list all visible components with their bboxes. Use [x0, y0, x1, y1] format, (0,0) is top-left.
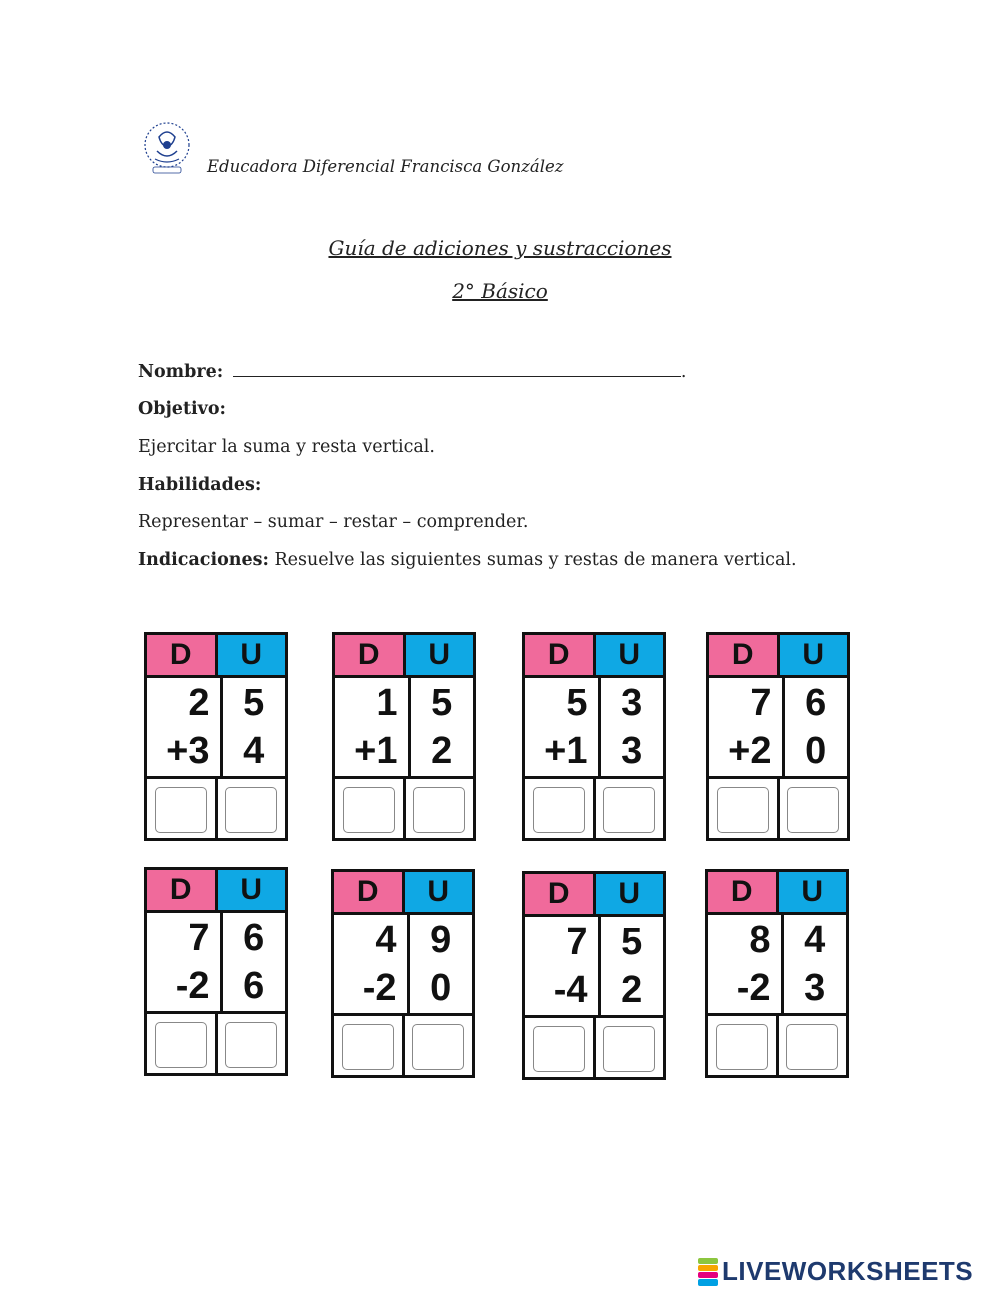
bottom-unidad: 0	[805, 730, 827, 772]
unidades-header: U	[406, 635, 474, 675]
answer-decena-input[interactable]	[716, 1024, 768, 1070]
unidades-header: U	[405, 872, 473, 912]
indicaciones-text: Resuelve las siguientes sumas y restas de manera vertical.	[268, 550, 797, 570]
top-decena: 7	[750, 682, 772, 724]
exercise-card	[332, 632, 476, 841]
top-decena: 4	[375, 919, 397, 961]
bottom-unidad: 3	[621, 730, 643, 772]
decenas-header: D	[709, 635, 780, 675]
objetivo-label: Objetivo:	[138, 399, 226, 419]
top-decena: 2	[188, 682, 210, 724]
answer-unidad-input[interactable]	[225, 787, 277, 833]
answer-unidad-input[interactable]	[603, 1026, 655, 1072]
answer-decena-input[interactable]	[533, 787, 585, 833]
educadora-name: Educadora Diferencial Francisca González	[207, 157, 564, 176]
top-unidad: 6	[243, 917, 265, 959]
top-decena: 8	[749, 919, 771, 961]
answer-unidad-input[interactable]	[412, 1024, 464, 1070]
answer-decena-input[interactable]	[533, 1026, 585, 1072]
decenas-header: D	[708, 872, 779, 912]
bottom-unidad: 2	[431, 730, 453, 772]
habilidades-label: Habilidades:	[138, 475, 262, 495]
bottom-decena: +1	[544, 730, 588, 772]
page-title: Guía de adiciones y sustracciones	[328, 236, 672, 260]
answer-unidad-input[interactable]	[413, 787, 465, 833]
answer-decena-input[interactable]	[155, 787, 207, 833]
objetivo-line	[138, 399, 226, 419]
bottom-unidad: 4	[243, 730, 265, 772]
indicaciones-label: Indicaciones:	[138, 550, 269, 570]
bottom-decena: -2	[175, 965, 210, 1007]
decenas-header: D	[147, 635, 218, 675]
exercise-card	[706, 632, 850, 841]
answer-unidad-input[interactable]	[786, 1024, 838, 1070]
liveworksheets-brand	[698, 1256, 973, 1287]
habilidades-line	[138, 475, 261, 495]
top-unidad: 4	[804, 919, 826, 961]
bottom-unidad: 3	[804, 967, 826, 1009]
document-header	[135, 115, 635, 185]
top-decena: 7	[566, 921, 588, 963]
decenas-header: D	[334, 872, 405, 912]
top-unidad: 6	[805, 682, 827, 724]
unidades-header: U	[596, 874, 664, 914]
exercise-card	[522, 632, 666, 841]
decenas-header: D	[525, 874, 596, 914]
bottom-decena: +3	[166, 730, 210, 772]
answer-unidad-input[interactable]	[787, 787, 839, 833]
answer-decena-input[interactable]	[717, 787, 769, 833]
exercise-card	[144, 867, 288, 1076]
top-decena: 1	[376, 682, 398, 724]
answer-decena-input[interactable]	[342, 1024, 394, 1070]
bottom-decena: -2	[362, 967, 397, 1009]
decenas-header: D	[335, 635, 406, 675]
liveworksheets-logo-icon	[698, 1258, 718, 1286]
exercise-card	[331, 869, 475, 1078]
school-seal-icon	[135, 115, 199, 179]
indicaciones-line	[138, 550, 797, 570]
nombre-label: Nombre:	[138, 362, 224, 382]
nombre-line	[138, 362, 686, 382]
answer-decena-input[interactable]	[155, 1022, 207, 1068]
top-unidad: 5	[243, 682, 265, 724]
top-decena: 7	[188, 917, 210, 959]
answer-unidad-input[interactable]	[603, 787, 655, 833]
bottom-unidad: 6	[243, 965, 265, 1007]
decenas-header: D	[147, 870, 218, 910]
nombre-blank	[233, 362, 681, 377]
bottom-unidad: 2	[621, 969, 643, 1011]
unidades-header: U	[218, 870, 286, 910]
unidades-header: U	[218, 635, 286, 675]
exercise-card	[144, 632, 288, 841]
bottom-decena: +2	[728, 730, 772, 772]
top-unidad: 5	[621, 921, 643, 963]
objetivo-text: Ejercitar la suma y resta vertical.	[138, 437, 435, 457]
habilidades-text: Representar – sumar – restar – comprender.	[138, 512, 529, 532]
nombre-end: .	[680, 362, 687, 382]
top-unidad: 3	[621, 682, 643, 724]
answer-unidad-input[interactable]	[225, 1022, 277, 1068]
exercise-card	[522, 871, 666, 1080]
bottom-unidad: 0	[430, 967, 452, 1009]
top-decena: 5	[566, 682, 588, 724]
unidades-header: U	[596, 635, 664, 675]
bottom-decena: +1	[354, 730, 398, 772]
brand-text: LIVEWORKSHEETS	[722, 1256, 974, 1286]
exercise-card	[705, 869, 849, 1078]
decenas-header: D	[525, 635, 596, 675]
page-subtitle: 2° Básico	[452, 279, 548, 303]
unidades-header: U	[780, 635, 848, 675]
bottom-decena: -2	[736, 967, 771, 1009]
bottom-decena: -4	[553, 969, 588, 1011]
top-unidad: 5	[431, 682, 453, 724]
unidades-header: U	[779, 872, 847, 912]
top-unidad: 9	[430, 919, 452, 961]
answer-decena-input[interactable]	[343, 787, 395, 833]
